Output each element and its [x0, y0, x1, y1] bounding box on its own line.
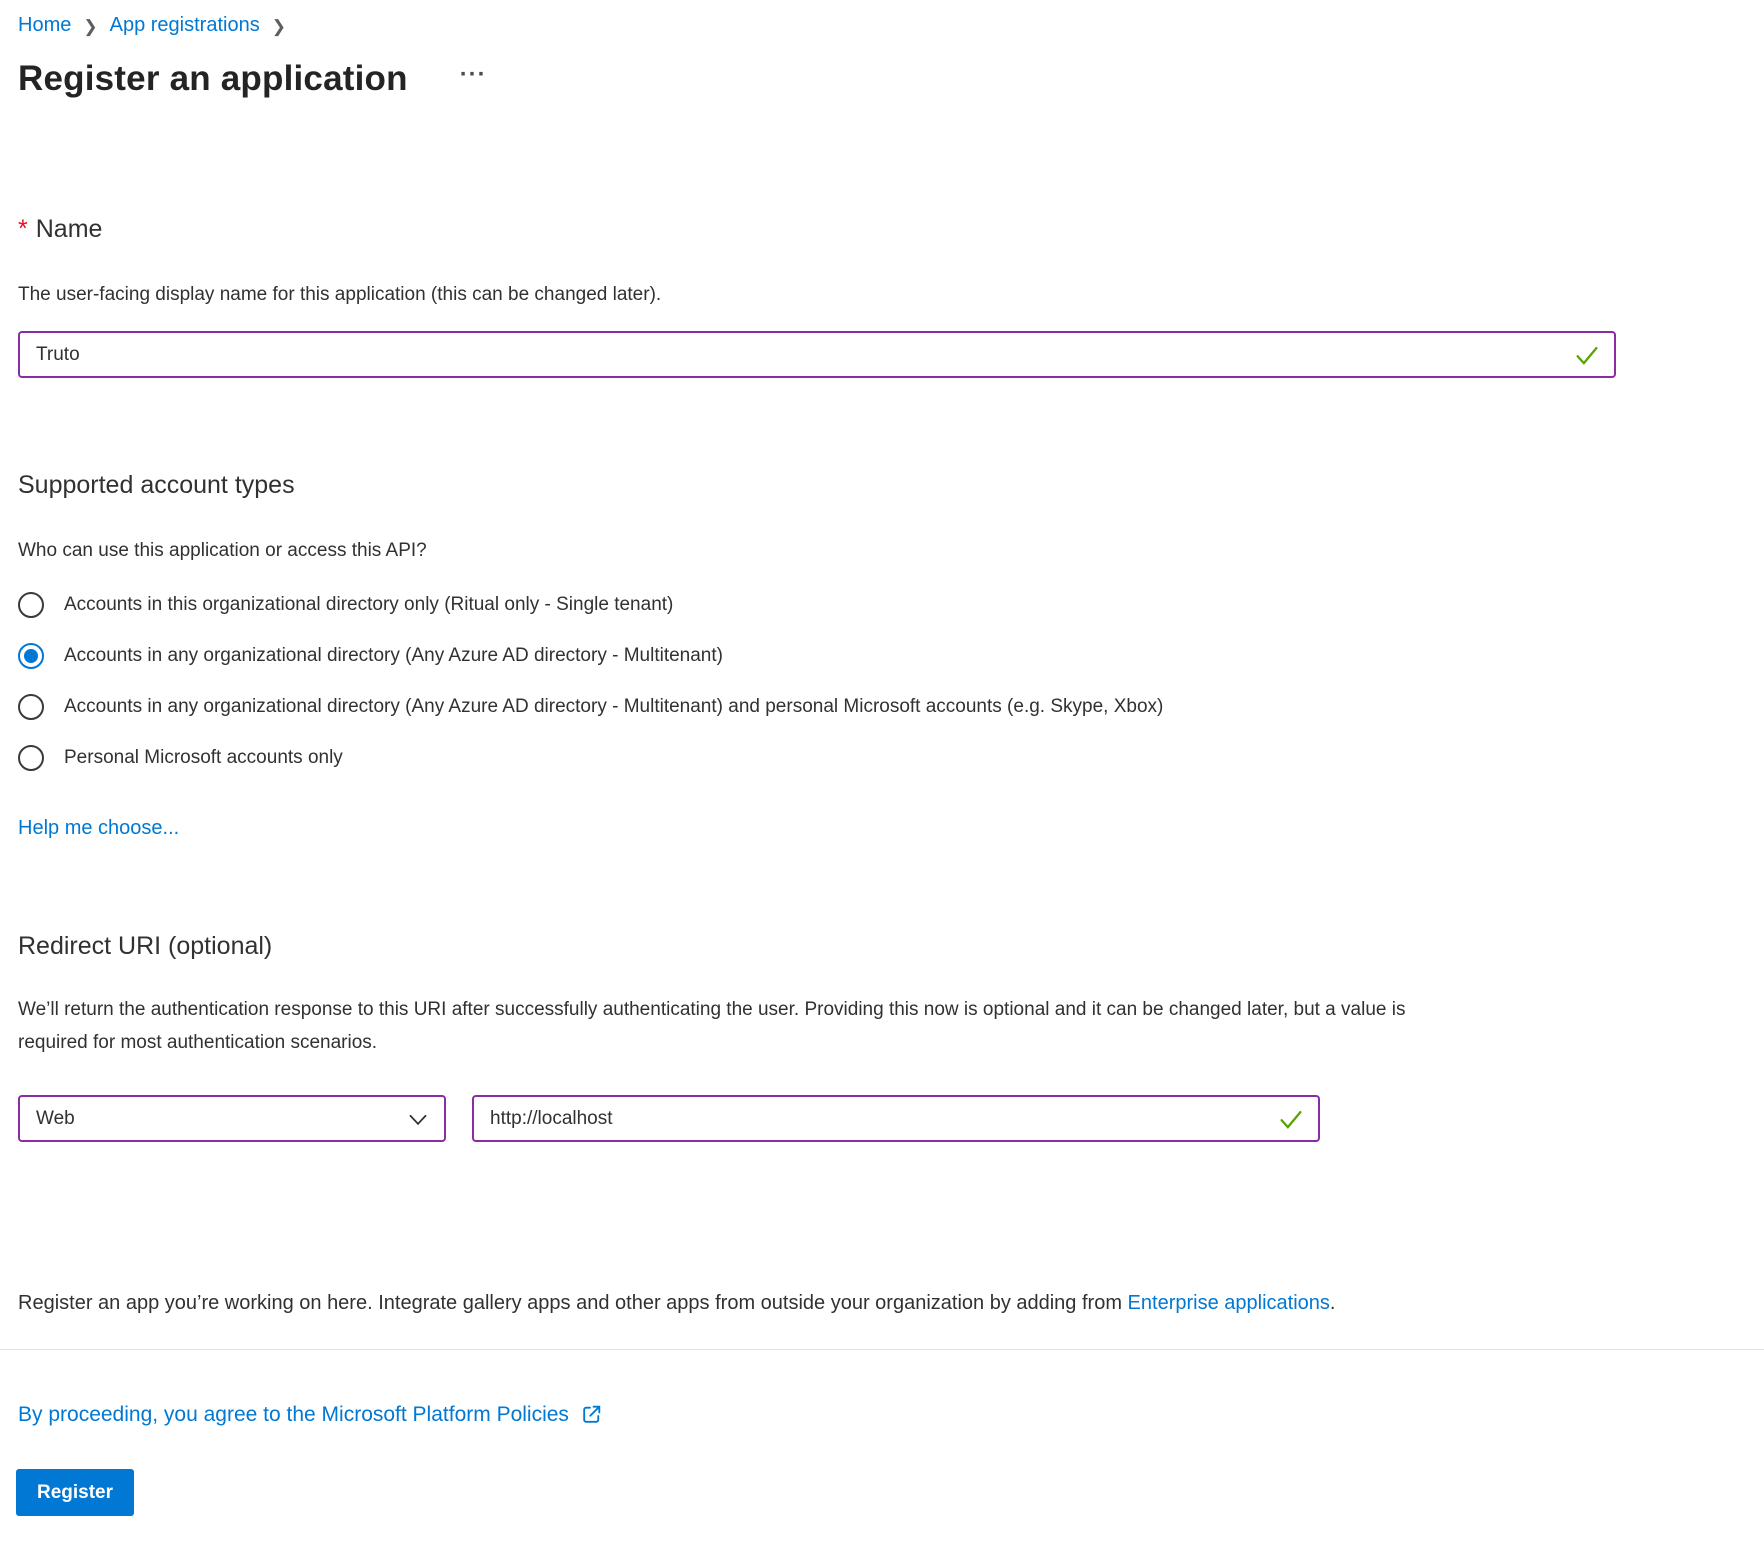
name-label: Name	[35, 215, 103, 243]
radio-button[interactable]	[18, 745, 44, 771]
radio-option-multitenant-personal[interactable]	[18, 694, 1764, 720]
radio-button[interactable]	[18, 592, 44, 618]
redirect-uri-heading: Redirect URI (optional)	[18, 932, 273, 960]
breadcrumb-link-home[interactable]: Home	[18, 14, 72, 36]
external-link-icon[interactable]	[579, 1402, 604, 1427]
more-options-button[interactable]: ···	[459, 61, 487, 88]
breadcrumb	[0, 0, 1764, 37]
radio-button[interactable]	[18, 694, 44, 720]
redirect-uri-input-wrap	[472, 1095, 1320, 1142]
platform-policies-link[interactable]: By proceeding, you agree to the Microsoft Platform Policies	[18, 1402, 569, 1426]
chevron-down-icon	[405, 1106, 431, 1132]
chevron-right-icon: ❯	[83, 16, 98, 36]
platform-select[interactable]	[18, 1095, 446, 1142]
radio-option-multitenant[interactable]	[18, 643, 1764, 669]
name-section-heading	[18, 215, 1764, 244]
enterprise-note	[18, 1292, 1764, 1315]
checkmark-icon	[1572, 340, 1602, 370]
enterprise-note-period: .	[1329, 1292, 1336, 1314]
radio-label: Accounts in any organizational directory (Any Azure AD directory - Multitenant) and personal Microsoft accounts (e.g. Skype, Xbox)	[64, 696, 1164, 717]
enterprise-applications-link[interactable]: Enterprise applications	[1127, 1292, 1330, 1314]
page-title: Register an application	[18, 59, 408, 98]
divider	[0, 1349, 1764, 1350]
name-input-wrap	[18, 331, 1616, 378]
radio-label: Accounts in this organizational directory only (Ritual only - Single tenant)	[64, 594, 674, 615]
required-asterisk: *	[18, 215, 28, 243]
checkmark-icon	[1276, 1104, 1306, 1134]
radio-option-single-tenant[interactable]	[18, 592, 1764, 618]
radio-button[interactable]	[18, 643, 44, 669]
policies-row	[18, 1402, 1764, 1427]
register-button[interactable]: Register	[16, 1469, 134, 1516]
radio-option-personal-only[interactable]	[18, 745, 1764, 771]
redirect-uri-row	[18, 1095, 1764, 1142]
redirect-uri-description: We’ll return the authentication response to this URI after successfully authenticating the user. Providing this now is optional and it can be changed later, but a value is required for most authentication scenarios.	[18, 999, 1406, 1053]
radio-label: Personal Microsoft accounts only	[64, 747, 343, 768]
name-description: The user-facing display name for this application (this can be changed later).	[18, 284, 662, 305]
enterprise-note-text: Register an app you’re working on here. Integrate gallery apps and other apps from outside your organization by adding from	[18, 1292, 1128, 1314]
name-input[interactable]	[18, 331, 1616, 378]
breadcrumb-link-app-registrations[interactable]: App registrations	[109, 14, 260, 36]
account-types-heading: Supported account types	[18, 471, 295, 499]
account-types-question: Who can use this application or access this API?	[18, 540, 427, 561]
help-link-row	[18, 817, 1764, 840]
radio-label: Accounts in any organizational directory (Any Azure AD directory - Multitenant)	[64, 645, 723, 666]
title-row	[18, 59, 1764, 99]
account-types-radio-group	[18, 592, 1764, 771]
redirect-uri-input[interactable]	[472, 1095, 1320, 1142]
chevron-right-icon: ❯	[271, 16, 286, 36]
help-me-choose-link[interactable]: Help me choose...	[18, 817, 180, 839]
platform-select-value: Web	[36, 1107, 75, 1129]
